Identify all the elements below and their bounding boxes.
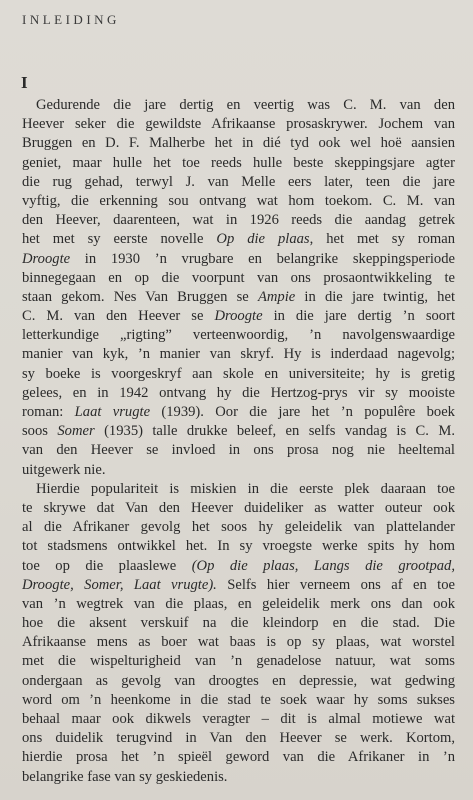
text-run: met die wispelturigheid van ’n genadelose natuur, wat soms [22,653,455,670]
text-run: sy boeke is voorgeskryf aan skole en universiteite; hy is gretig [22,365,455,382]
text-run: in 1930 ’n vrugbare en belangrike skeppingsperiode [70,250,455,267]
text-line [22,422,455,441]
text-line [22,518,455,537]
text-line [22,576,455,595]
text-run: het met sy eerste novelle [22,231,217,248]
text-run: hierdie prosa het ’n spieël geword van die Afrikaner in ’n [22,749,455,766]
text-line [22,269,455,288]
italic-title: Droogte [22,250,71,267]
text-line [22,461,455,480]
text-run: soos [22,423,58,440]
text-run: behaal maar ook dikwels veragter – dit is almal motiewe wat [22,711,455,727]
text-line [22,230,455,249]
text-run: ondergaan as gevolg van droogtes en depressie, wat gedwing [22,672,455,689]
body-text [22,96,455,787]
italic-title: Op die plaas [216,231,310,248]
text-run: manier van kyk, ’n manier van skryf. Hy is inderdaad nagevolg; [22,346,455,363]
text-line [22,652,455,671]
italic-title: (Op die plaas, Langs die grootpad, [191,557,455,574]
text-run: Bruggen en D. F. Malherbe het in dié tyd ook wel hoë aansien [22,135,455,152]
text-line [22,537,455,556]
text-run: van den Heever se invloed in ons prosa nog nie heeltemal [22,442,455,459]
text-line [22,614,455,633]
text-line [22,748,455,767]
text-run: belangrike fase van sy geskiedenis. [22,768,228,785]
text-run: roman: [22,404,75,420]
text-run: binnegegaan en op die voorpunt van ons prosaontwikkeling te [22,269,455,286]
text-line [22,710,455,729]
text-run: (1935) talle drukke beleef, en selfs vandag is C. M. [94,423,455,440]
text-line [22,441,455,460]
italic-title: Droogte, Somer, Laat vrugte). [22,576,217,593]
text-line [22,345,455,364]
text-line [22,729,455,748]
italic-title: Somer [57,423,95,440]
text-line [22,96,455,115]
text-line [22,691,455,710]
text-line [22,173,455,192]
text-line [22,672,455,691]
text-run: uitgewerk nie. [22,461,106,478]
italic-title: Ampie [257,288,296,305]
text-run: den Heever, daarenteen, wat in 1926 reeds die aandag getrek [22,212,455,229]
text-run: Afrikaanse mens as boer wat baas is op sy plaas, wat worstel [22,634,455,651]
text-run: die rug gehad, terwyl J. van Melle eers later, teen die jare [22,173,455,190]
text-line [22,403,455,422]
text-line [22,134,455,153]
text-run: vyftig, die erkenning sou ontvang wat hom toekom. C. M. van [22,192,455,209]
text-run: in die jare twintig, het [295,288,455,305]
italic-title: Laat vrugte [74,404,151,420]
text-line [22,211,455,230]
text-run: tot stadsmens ontwikkel het. In sy vroegste werke spits hy hom [22,538,455,555]
text-run: word om ’n heenkome in die stad te soek waar hy soms sukses [22,691,455,708]
text-run: al die Afrikaner gevolg het soos hy geleidelik van plattelander [22,519,455,536]
text-line [22,633,455,652]
running-head: INLEIDING [22,12,120,27]
text-line [22,154,455,173]
text-run: C. M. van den Heever se [22,308,215,325]
text-line [22,307,455,326]
text-run: Gedurende die jare dertig en veertig was C. M. van den [36,97,455,113]
text-run: letterkundige „rigting” verteenwoordig, ’n navolgenswaardige [22,327,455,344]
text-run: Hierdie populariteit is miskien in die eerste plek daaraan toe [36,480,455,497]
italic-title: Droogte [214,308,263,325]
text-line [22,384,455,403]
text-run: Selfs hier verneem ons af en toe [216,576,455,593]
text-line [22,365,455,384]
text-run: staan gekom. Nes Van Bruggen se [22,288,258,305]
text-line [22,768,455,787]
text-run: in die jare dertig ’n soort [262,308,455,325]
text-line [22,326,455,345]
text-line [22,288,455,307]
text-line [22,557,455,576]
text-run: gelees, en in 1942 ontvang hy die Hertzog-prys vir sy mooiste [22,384,455,401]
text-run: toe op die plaaslewe [22,557,192,574]
text-run: te skrywe dat Van den Heever duideliker as watter outeur ook [22,499,455,516]
text-run: Heever seker die gewildste Afrikaanse prosaskrywer. Jochem van [22,116,455,133]
text-line [22,480,455,499]
text-line [22,115,455,134]
text-run: (1939). Oor die jare het ’n populêre boek [150,404,455,420]
section-number: I [21,73,28,92]
text-line [22,192,455,211]
text-run: van ’n wegtrek van die plaas, en geleidelik merk ons dan ook [22,595,455,612]
text-line [22,499,455,518]
text-line [22,250,455,269]
text-run: , het met sy roman [309,231,455,248]
text-run: ons duidelik terugvind in Van den Heever se werk. Kortom, [22,730,455,747]
text-run: geniet, maar hulle het toe reeds hulle beste skeppingsjare agter [22,154,455,171]
text-line [22,595,455,614]
text-run: hoe die aksent verskuif na die kleindorp en die stad. Die [22,615,455,632]
